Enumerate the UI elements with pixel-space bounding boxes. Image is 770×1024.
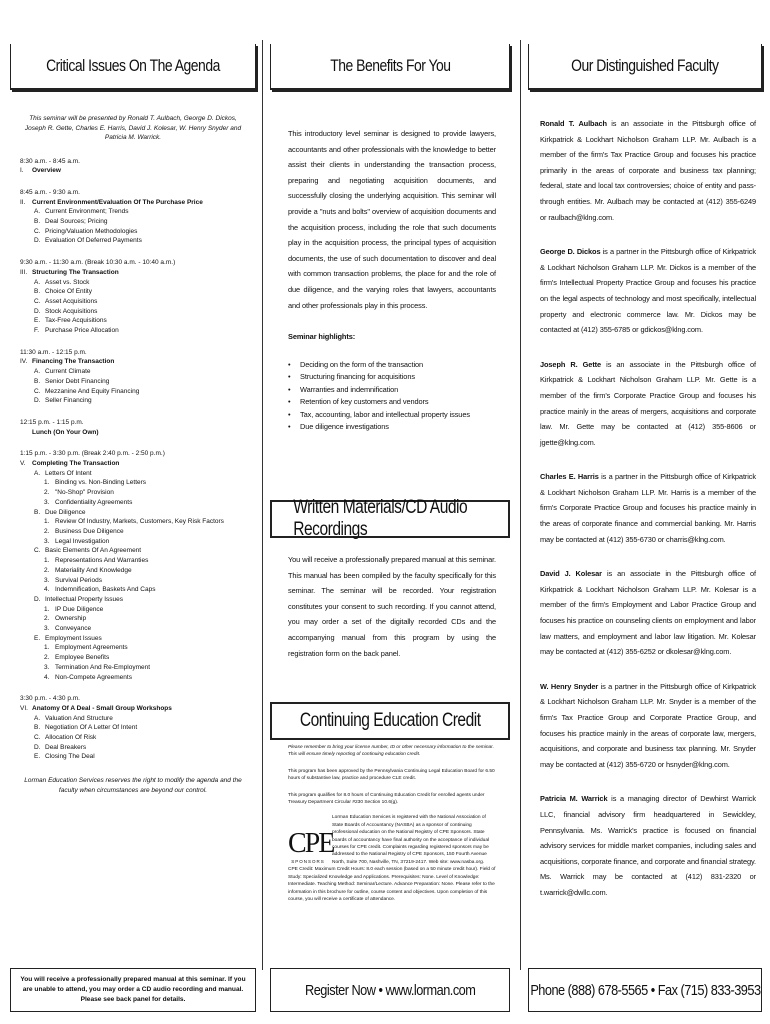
faculty-bio-text: is a partner in the Pittsburgh office of Kirkpatrick & Lockhart Nicholson Graham LLP. Mr. Harris is a member of the firm's Corporate Practice Group and focuses his practice mainly in the areas of corporate finance and commercial banking. Mr. Harris may be contacted at (412) 355-6730 or charris@klng.com. bbox=[540, 472, 756, 544]
session-subitem bbox=[44, 566, 246, 576]
bullet-icon: • bbox=[288, 409, 291, 419]
subitem-text: Representations And Warranties bbox=[55, 557, 149, 565]
session-item bbox=[34, 326, 246, 336]
ce-pa-approval: This program has been approved by the Pennsylvania Continuing Legal Education Board for 6.50 hours of substantive law, practice and procedure CLE credit. bbox=[288, 768, 495, 782]
session-items bbox=[20, 714, 246, 763]
highlight-item bbox=[288, 396, 496, 409]
item-text: Negotiation Of A Letter Of Intent bbox=[45, 724, 138, 732]
faculty-bio-text: is a managing director of Dewhirst Warrick LLC, financial advisory firm headquartered in Sewickley, Pennsylvania. Ms. Warrick's practice is focused on financial advisory services for middle market companies, including sales and acquisitions, corporate finance, and corporate and financial strategy. Ms. Warrick may be contacted at (412) 831-2320 or t.warrick@dwllc.com. bbox=[540, 794, 756, 897]
item-text: Evaluation Of Deferred Payments bbox=[45, 237, 142, 245]
column-divider bbox=[262, 40, 263, 970]
agenda-session bbox=[20, 188, 246, 246]
subitem-key: 2. bbox=[44, 566, 50, 574]
item-key: B. bbox=[34, 218, 41, 226]
subitem-key: 2. bbox=[44, 654, 50, 662]
session-subitems bbox=[34, 556, 246, 595]
item-key: D. bbox=[34, 237, 41, 245]
cpe-logo-subtext: SPONSORS bbox=[291, 859, 325, 865]
subitem-text: Ownership bbox=[55, 615, 87, 623]
manual-notice: You will receive a professionally prepared manual at this seminar. If you are unable to attend, you may order a CD audio recording and manual. Please see back panel for details. bbox=[20, 976, 246, 1003]
faculty-bio bbox=[540, 244, 756, 338]
register-box[interactable] bbox=[270, 968, 510, 1012]
agenda-session bbox=[20, 157, 246, 176]
session-subitem bbox=[44, 478, 246, 488]
session-item bbox=[34, 227, 246, 237]
item-key: D. bbox=[34, 397, 41, 405]
item-text: Intellectual Property Issues bbox=[45, 595, 124, 603]
session-item bbox=[34, 752, 246, 762]
register-link[interactable]: Register Now • www.lorman.com bbox=[304, 981, 476, 999]
session-title-text: Structuring The Transaction bbox=[32, 268, 119, 276]
session-subitems bbox=[34, 517, 246, 546]
faculty-column bbox=[528, 0, 762, 1024]
session-number: I. bbox=[20, 167, 24, 175]
agenda-session bbox=[20, 348, 246, 406]
item-text: Deal Sources; Pricing bbox=[45, 218, 108, 226]
subitem-key: 4. bbox=[44, 673, 50, 681]
session-title-text: Financing The Transaction bbox=[32, 358, 115, 366]
session-item bbox=[34, 387, 246, 397]
item-text: Asset vs. Stock bbox=[45, 278, 90, 286]
faculty-name: W. Henry Snyder bbox=[540, 681, 599, 691]
subitem-key: 3. bbox=[44, 625, 50, 633]
item-text: Mezzanine And Equity Financing bbox=[45, 387, 140, 395]
session-item bbox=[34, 595, 246, 634]
subitem-key: 3. bbox=[44, 537, 50, 545]
session-item bbox=[34, 316, 246, 326]
item-text: Current Climate bbox=[45, 368, 91, 376]
agenda-footnote: Lorman Education Services reserves the right to modify the agenda and the faculty when circumstances are beyond our control. bbox=[24, 777, 242, 795]
subitem-text: Termination And Re-Employment bbox=[55, 663, 151, 671]
session-item bbox=[34, 207, 246, 217]
session-number: V. bbox=[20, 460, 26, 468]
session-item bbox=[34, 723, 246, 733]
written-materials-text: You will receive a professionally prepared manual at this seminar. This manual has been compiled by the faculty specifically for this seminar. The seminar will be recorded. Your registration constitutes your consent to such recording. If you cannot attend, you may order a set of the digitally recorded CDs and the accompanying manual from this program by using the registration form on the back panel. bbox=[288, 555, 496, 658]
subitem-text: Non-Compete Agreements bbox=[55, 673, 132, 681]
agenda-body bbox=[20, 114, 246, 796]
item-key: B. bbox=[34, 288, 41, 296]
subitem-text: Review Of Industry, Markets, Customers, Key Risk Factors bbox=[55, 518, 224, 526]
subitem-key: 2. bbox=[44, 528, 50, 535]
subitem-text: "No-Shop" Provision bbox=[55, 489, 114, 497]
session-subitems bbox=[34, 605, 246, 634]
session-subitem bbox=[44, 576, 246, 586]
session-item bbox=[34, 287, 246, 297]
session-item bbox=[34, 217, 246, 227]
session-item bbox=[34, 377, 246, 387]
subitem-text: Materiality And Knowledge bbox=[55, 566, 132, 574]
highlight-text: Retention of key customers and vendors bbox=[300, 397, 429, 407]
item-key: B. bbox=[34, 724, 41, 732]
item-text: Employment Issues bbox=[45, 634, 102, 642]
session-item bbox=[34, 278, 246, 288]
item-key: A. bbox=[34, 714, 41, 722]
ce-credit-body bbox=[288, 744, 496, 903]
faculty-name: Patricia M. Warrick bbox=[540, 794, 608, 804]
session-subitem bbox=[44, 517, 246, 527]
session-time: 8:30 a.m. - 8:45 a.m. bbox=[20, 157, 80, 165]
session-item bbox=[34, 714, 246, 724]
ce-note: Please remember to bring your license number, ID or other necessary information to the seminar. This will ensure timely reporting of continuing education credit. bbox=[288, 745, 494, 758]
ce-credit-header bbox=[270, 702, 510, 740]
manual-notice-box bbox=[10, 968, 256, 1012]
item-text: Basic Elements Of An Agreement bbox=[45, 547, 142, 555]
session-subitem bbox=[44, 556, 246, 566]
agenda-sessions bbox=[20, 157, 246, 763]
item-text: Deal Breakers bbox=[45, 743, 87, 751]
session-item bbox=[34, 396, 246, 406]
item-key: C. bbox=[34, 297, 41, 305]
item-text: Seller Financing bbox=[45, 397, 92, 405]
subitem-text: Indemnification, Baskets And Caps bbox=[55, 586, 156, 594]
written-materials-header bbox=[270, 497, 510, 540]
item-text: Valuation And Structure bbox=[45, 714, 113, 722]
subitem-text: Survival Periods bbox=[55, 576, 102, 584]
cpe-credit: CPE Credit: Maximum Credit Hours: 8.0 each session (based on a 50 minute credit hour). Field of Study: Specialized Knowledge and Applications. Prerequisites: None. Level of Knowledge: Intermediate. Teaching Method: Seminar/Lecture. Advance Preparation: None. Please refer to the information in this brochure for outline, course content and objectives. Upon completion of this course, you will receive a certificate of attendance. bbox=[288, 867, 496, 902]
item-key: E. bbox=[34, 634, 41, 642]
session-title bbox=[20, 357, 246, 367]
agenda-session bbox=[20, 449, 246, 682]
agenda-session bbox=[20, 258, 246, 336]
session-title bbox=[20, 268, 246, 278]
session-item bbox=[34, 546, 246, 595]
column-divider bbox=[520, 40, 521, 970]
item-text: Pricing/Valuation Methodologies bbox=[45, 227, 138, 235]
ce-credit-title: Continuing Education Credit bbox=[299, 710, 481, 731]
subitem-key: 1. bbox=[44, 518, 50, 526]
item-key: C. bbox=[34, 547, 41, 555]
session-title-text: Lunch (On Your Own) bbox=[32, 428, 99, 436]
faculty-bio bbox=[540, 566, 756, 660]
subitem-key: 3. bbox=[44, 663, 50, 671]
subitem-key: 3. bbox=[44, 576, 50, 584]
session-items bbox=[20, 207, 246, 246]
faculty-bio bbox=[540, 116, 756, 225]
item-text: Stock Acquisitions bbox=[45, 307, 98, 315]
session-item bbox=[34, 469, 246, 508]
item-text: Asset Acquisitions bbox=[45, 297, 98, 305]
session-number: VI. bbox=[20, 704, 28, 712]
faculty-name: David J. Kolesar bbox=[540, 569, 602, 579]
bullet-icon: • bbox=[288, 384, 291, 394]
item-key: A. bbox=[34, 469, 41, 477]
session-time: 12:15 p.m. - 1:15 p.m. bbox=[20, 418, 84, 426]
session-item bbox=[34, 634, 246, 683]
faculty-header bbox=[528, 44, 762, 90]
session-subitem bbox=[44, 663, 246, 673]
agenda-title: Critical Issues On The Agenda bbox=[46, 56, 220, 75]
item-key: E. bbox=[34, 317, 41, 325]
session-subitem bbox=[44, 643, 246, 653]
item-key: A. bbox=[34, 278, 41, 286]
cpe-logo bbox=[288, 814, 334, 866]
agenda-session bbox=[20, 418, 246, 437]
item-key: C. bbox=[34, 387, 41, 395]
contact-phone-fax: Phone (888) 678-5565 • Fax (715) 833-3953 bbox=[529, 981, 761, 999]
item-text: Tax-Free Acquisitions bbox=[45, 317, 107, 325]
session-subitem bbox=[44, 653, 246, 663]
agenda-intro: This seminar will be presented by Ronald T. Aulbach, George D. Dickos, Joseph R. Gette, Charles E. Harris, David J. Kolesar, W. Henry Snyder and Patricia M. Warrick. bbox=[24, 115, 242, 141]
item-key: E. bbox=[34, 753, 41, 761]
session-items bbox=[20, 469, 246, 682]
session-time: 11:30 a.m. - 12:15 p.m. bbox=[20, 348, 87, 356]
session-item bbox=[34, 297, 246, 307]
faculty-list bbox=[540, 116, 756, 920]
item-text: Senior Debt Financing bbox=[45, 377, 110, 385]
session-title-text: Overview bbox=[32, 167, 61, 175]
item-key: B. bbox=[34, 508, 41, 516]
faculty-name: George D. Dickos bbox=[540, 247, 601, 257]
item-key: C. bbox=[34, 734, 41, 742]
benefits-intro: This introductory level seminar is designed to provide lawyers, accountants and other professionals with the knowledge to better assist their clients in understanding the transaction process, preparing and negotiating acquisition documents, and successfully closing the underlying acquisition. This seminar will provide a "nuts and bolts" overview of acquisition documents and the acquisition process, including the role that such documents play in the acquisition process, the principal types of acquisition documents, the use of such documentation to discover and deal with common transaction problems, the place for and the role of due diligence, and the varying roles that lawyers, accountants and other professionals play in this process. bbox=[288, 129, 496, 310]
subitem-key: 2. bbox=[44, 615, 50, 623]
session-title-text: Completing The Transaction bbox=[32, 460, 120, 468]
highlight-item bbox=[288, 371, 496, 384]
faculty-name: Ronald T. Aulbach bbox=[540, 119, 607, 128]
session-subitem bbox=[44, 624, 246, 634]
session-subitem bbox=[44, 614, 246, 624]
bullet-icon: • bbox=[288, 422, 291, 432]
subitem-text: Conveyance bbox=[55, 625, 92, 633]
highlights-list bbox=[288, 359, 496, 434]
session-subitem bbox=[44, 537, 246, 547]
item-text: Choice Of Entity bbox=[45, 288, 92, 296]
session-subitems bbox=[34, 478, 246, 507]
faculty-bio-text: is an associate in the Pittsburgh office of Kirkpatrick & Lockhart Nicholson Graham LLP. Mr. Gette is a member of the firm's Corporate Practice Group and focuses his practice mainly in the areas of mergers, acquisitions and corporate law. Mr. Gette may be contacted at (412) 355-8606 or jgette@klng.com. bbox=[540, 359, 757, 447]
highlight-text: Tax, accounting, labor and intellectual property issues bbox=[300, 409, 470, 419]
item-text: Due Diligence bbox=[45, 508, 86, 516]
subitem-text: Business Due Diligence bbox=[55, 528, 124, 535]
highlight-text: Deciding on the form of the transaction bbox=[300, 359, 424, 369]
subitem-text: Legal Investigation bbox=[55, 537, 110, 545]
bullet-icon: • bbox=[288, 372, 291, 382]
session-items bbox=[20, 367, 246, 406]
session-subitem bbox=[44, 585, 246, 595]
faculty-bio bbox=[540, 679, 756, 773]
session-title-text: Current Environment/Evaluation Of The Purchase Price bbox=[32, 198, 203, 206]
session-subitems bbox=[34, 643, 246, 682]
item-key: D. bbox=[34, 307, 41, 315]
item-text: Allocation Of Risk bbox=[45, 734, 97, 742]
session-subitem bbox=[44, 527, 246, 537]
benefits-title: The Benefits For You bbox=[329, 56, 451, 75]
item-text: Letters Of Intent bbox=[45, 469, 92, 477]
subitem-text: Employment Agreements bbox=[55, 644, 128, 652]
subitem-key: 1. bbox=[44, 557, 50, 565]
highlight-text: Due diligence investigations bbox=[300, 422, 389, 432]
session-title bbox=[20, 198, 246, 208]
subitem-text: Employee Benefits bbox=[55, 654, 110, 662]
highlight-item bbox=[288, 359, 496, 372]
faculty-bio-text: is a partner in the Pittsburgh office of Kirkpatrick & Lockhart Nicholson Graham LLP. Mr. Dickos is a member of the firm's Intellectual Property Practice Group and focuses his practice on the legal aspects of technology and most specifically, intellectual property and electronic commerce law. Mr. Dickos may be contacted at (412) 355-6785 or gdickos@klng.com. bbox=[540, 247, 756, 335]
session-title bbox=[20, 166, 246, 176]
highlights-label: Seminar highlights: bbox=[288, 332, 356, 342]
ce-enrolled-agents: This program qualifies for 8.0 hours of Continuing Education Credit for enrolled agents under Treasury Department Circular #230 Section 10.6(g). bbox=[288, 792, 485, 806]
highlight-item bbox=[288, 409, 496, 422]
benefits-column bbox=[270, 0, 510, 1024]
faculty-name: Joseph R. Gette bbox=[540, 359, 602, 369]
session-subitem bbox=[44, 498, 246, 508]
session-item bbox=[34, 236, 246, 246]
faculty-bio-text: is an associate in the Pittsburgh office of Kirkpatrick & Lockhart Nicholson Graham LLP. Mr. Aulbach is a member of the firm's Tax Practice Group and focuses his practice primarily in the areas of corporate and business tax planning; federal, state and local tax controversies; choice of entity and pass-through entities. Mr. Aulbach may be contacted at (412) 355-6249 or raulbach@klng.com. bbox=[540, 119, 756, 222]
faculty-bio bbox=[540, 791, 756, 900]
subitem-key: 1. bbox=[44, 644, 50, 652]
item-key: A. bbox=[34, 368, 41, 376]
session-title bbox=[20, 459, 246, 469]
cpe-block bbox=[288, 814, 496, 866]
session-time: 1:15 p.m. - 3:30 p.m. (Break 2:40 p.m. - 2:50 p.m.) bbox=[20, 450, 165, 458]
highlight-text: Structuring financing for acquisitions bbox=[300, 372, 415, 382]
highlight-text: Warranties and indemnification bbox=[300, 384, 399, 394]
session-subitem bbox=[44, 673, 246, 683]
subitem-text: Confidentiality Agreements bbox=[55, 498, 133, 506]
agenda-header bbox=[10, 44, 256, 90]
item-key: D. bbox=[34, 595, 41, 603]
faculty-bio-text: is an associate in the Pittsburgh office of Kirkpatrick & Lockhart Nicholson Graham LLP. Mr. Kolesar is a member of the firm's Employment and Labor Practice Group and focuses his practice on counseling clients on employment and labor law matters, and employment and labor law litigation. Mr. Kolesar may be contacted at (412) 355-6252 or dkolesar@klng.com. bbox=[540, 569, 756, 657]
subitem-key: 1. bbox=[44, 605, 50, 613]
item-key: D. bbox=[34, 743, 41, 751]
subitem-text: IP Due Diligence bbox=[55, 605, 104, 613]
item-key: A. bbox=[34, 208, 41, 216]
written-materials-title: Written Materials/CD Audio Recordings bbox=[293, 497, 468, 540]
benefits-body bbox=[288, 126, 496, 434]
bullet-icon: • bbox=[288, 359, 291, 369]
session-subitem bbox=[44, 605, 246, 615]
subitem-key: 2. bbox=[44, 489, 50, 497]
session-number: IV. bbox=[20, 358, 28, 366]
session-item bbox=[34, 307, 246, 317]
faculty-bio-text: is a partner in the Pittsburgh office of Kirkpatrick & Lockhart Nicholson Graham LLP. Mr. Snyder is a member of the firm's Tax Practice Group and Corporate Practice Group, and focuses his practice mainly in the areas of corporate law, mergers, acquisitions, and corporate and business tax planning. Mr. Snyder may be contacted at (412) 355-6720 or hsnyder@klng.com. bbox=[540, 681, 756, 769]
session-item bbox=[34, 733, 246, 743]
subitem-key: 3. bbox=[44, 498, 50, 506]
session-number: III. bbox=[20, 268, 28, 276]
session-items bbox=[20, 278, 246, 336]
benefits-header bbox=[270, 44, 510, 90]
item-key: F. bbox=[34, 327, 40, 335]
session-time: 3:30 p.m. - 4:30 p.m. bbox=[20, 695, 80, 703]
session-title bbox=[20, 704, 246, 714]
subitem-text: Binding vs. Non-Binding Letters bbox=[55, 479, 147, 487]
session-item bbox=[34, 508, 246, 547]
session-title-text: Anatomy Of A Deal - Small Group Workshops bbox=[32, 704, 172, 712]
subitem-key: 1. bbox=[44, 479, 50, 487]
agenda-column bbox=[10, 0, 256, 1024]
faculty-name: Charles E. Harris bbox=[540, 472, 599, 482]
session-time: 9:30 a.m. - 11:30 a.m. (Break 10:30 a.m. - 10:40 a.m.) bbox=[20, 259, 176, 267]
faculty-bio bbox=[540, 469, 756, 547]
cpe-text: Lorman Education Services is registered with the National Association of State Boards of Accountancy (NASBA) as a sponsor of continuing professional education on the National Registry of CPE Sponsors. State boards of accountancy have final authority on the acceptance of individual courses for CPE credit. Complaints regarding registered sponsors may be addressed to the National Registry of CPE Sponsors, 150 Fourth Avenue North, Suite 700, Nashville, TN, 37219-2417. Web site: www.nasba.org. bbox=[332, 815, 490, 865]
session-time: 8:45 a.m. - 9:30 a.m. bbox=[20, 188, 80, 196]
item-text: Current Environment; Trends bbox=[45, 208, 129, 216]
session-item bbox=[34, 743, 246, 753]
subitem-key: 4. bbox=[44, 586, 50, 594]
cpe-logo-letters: CPE bbox=[288, 828, 334, 860]
session-title bbox=[20, 428, 246, 438]
highlight-item bbox=[288, 421, 496, 434]
agenda-session bbox=[20, 694, 246, 762]
session-item bbox=[34, 367, 246, 377]
item-text: Closing The Deal bbox=[45, 753, 95, 761]
item-key: B. bbox=[34, 377, 41, 385]
session-subitem bbox=[44, 488, 246, 498]
item-key: C. bbox=[34, 227, 41, 235]
highlight-item bbox=[288, 384, 496, 397]
contact-box bbox=[528, 968, 762, 1012]
faculty-title: Our Distinguished Faculty bbox=[571, 56, 719, 75]
bullet-icon: • bbox=[288, 397, 291, 407]
faculty-bio bbox=[540, 357, 756, 451]
session-number: II. bbox=[20, 198, 26, 206]
item-text: Purchase Price Allocation bbox=[45, 327, 119, 335]
